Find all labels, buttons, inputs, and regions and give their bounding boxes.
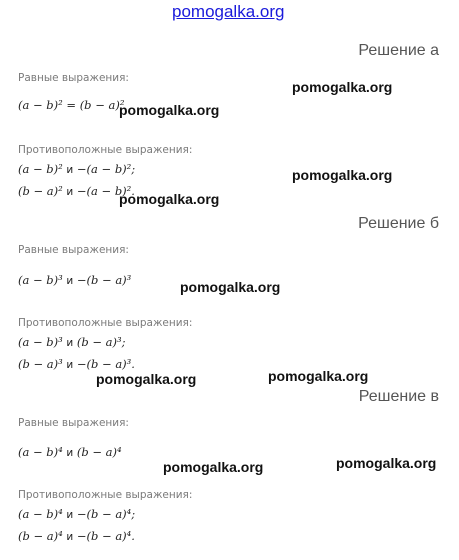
opposite-expr-a-1: (a − b)² и −(a − b)²; xyxy=(18,162,136,176)
opposite-expr-a-2: (b − a)² и −(a − b)². xyxy=(18,184,135,198)
section-heading-a: Решение а xyxy=(358,42,439,59)
equal-label-v: Равные выражения: xyxy=(18,417,129,429)
watermark: pomogalka.org xyxy=(119,191,220,207)
watermark: pomogalka.org xyxy=(292,167,393,183)
watermark: pomogalka.org xyxy=(119,102,220,118)
opposite-label-b: Противоположные выражения: xyxy=(18,317,193,329)
opposite-label-a: Противоположные выражения: xyxy=(18,144,193,156)
site-link[interactable]: pomogalka.org xyxy=(172,2,285,21)
section-heading-v: Решение в xyxy=(358,388,439,405)
watermark: pomogalka.org xyxy=(268,368,369,384)
opposite-expr-b-2: (b − a)³ и −(b − a)³. xyxy=(18,357,135,371)
watermark: pomogalka.org xyxy=(180,279,281,295)
equal-expr-b: (a − b)³ и −(b − a)³ xyxy=(18,273,132,287)
equal-label-b: Равные выражения: xyxy=(18,244,129,256)
watermark: pomogalka.org xyxy=(96,371,197,387)
opposite-expr-v-1: (a − b)⁴ и −(b − a)⁴; xyxy=(18,507,136,521)
watermark: pomogalka.org xyxy=(336,455,437,471)
watermark: pomogalka.org xyxy=(163,459,264,475)
equal-expr-a: (a − b)² = (b − a)² xyxy=(18,98,125,112)
equal-expr-v: (a − b)⁴ и (b − a)⁴ xyxy=(18,445,122,459)
opposite-expr-v-2: (b − a)⁴ и −(b − a)⁴. xyxy=(18,529,135,543)
watermark: pomogalka.org xyxy=(292,79,393,95)
opposite-label-v: Противоположные выражения: xyxy=(18,489,193,501)
opposite-expr-b-1: (a − b)³ и (b − a)³; xyxy=(18,335,126,349)
equal-label-a: Равные выражения: xyxy=(18,72,129,84)
section-heading-b: Решение б xyxy=(358,215,439,232)
